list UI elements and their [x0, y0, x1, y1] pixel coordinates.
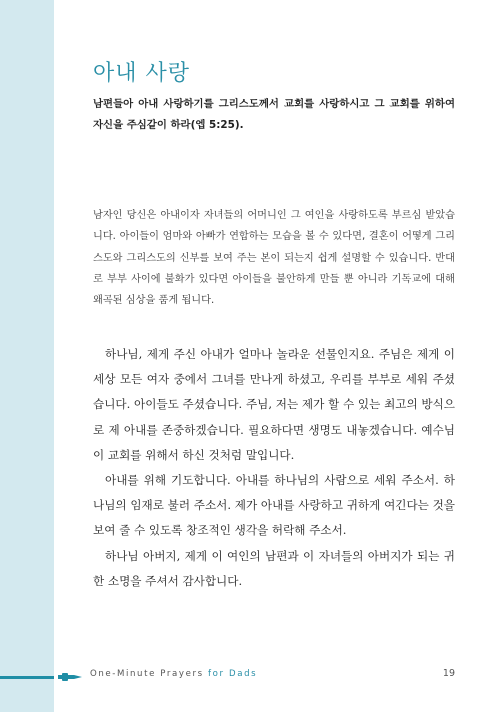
footer-rule — [0, 676, 54, 679]
intro-paragraph: 남자인 당신은 아내이자 자녀들의 어머니인 그 여인을 사랑하도록 부르심 받았습니다. 아이들이 엄마와 아빠가 연합하는 모습을 볼 수 있다면, 결혼이 어떻게 그리스도와 그리스도의 신부를 보여 주는 본이 되는지 쉽게 설명할 수 있습니다. 반대로 부부 사이에 불화가 있다면 아이들을 불안하게 만들 뿐 아니라 기독교에 대해 왜곡된 심상을 품게 됩니다. — [93, 210, 455, 307]
page-title: 아내 사랑 — [93, 61, 191, 86]
page-number: 19 — [442, 668, 455, 679]
prayer-paragraph: 아내를 위해 기도합니다. 아내를 하나님의 사람으로 세워 주소서. 하나님의 임재로 불러 주소서. 제가 아내를 사랑하고 귀하게 여긴다는 것을 보여 줄 수 있도록 창조적인 생각을 허락해 주소서. — [93, 473, 455, 538]
prayer-paragraph: 하나님 아버지, 제게 이 여인의 남편과 이 자녀들의 아버지가 되는 귀한 소명을 주셔서 감사합니다. — [93, 548, 455, 588]
prayer-text — [93, 342, 455, 594]
prayer-paragraph: 하나님, 제게 주신 아내가 얼마나 놀라운 선물인지요. 주님은 제게 이 세상 모든 여자 중에서 그녀를 만나게 하셨고, 우리를 부부로 세워 주셨습니다. 아이들도 주셨습니다. 주님, 저는 제가 할 수 있는 최고의 방식으로 제 아내를 존중하겠습니다. 필요하다면 생명도 내놓겠습니다. 예수님이 교회를 위해서 하신 것처럼 말입니다. — [93, 347, 455, 462]
pen-icon — [58, 670, 84, 684]
scripture-verse: 남편들아 아내 사랑하기를 그리스도께서 교회를 사랑하시고 그 교회를 위하여 자신을 주심같이 하라(엡 5:25). — [93, 98, 455, 131]
series-accent: for Dads — [208, 669, 258, 679]
series-name: One-Minute Prayers — [90, 669, 204, 679]
footer-series-title — [90, 669, 257, 679]
side-color-band — [0, 0, 54, 712]
